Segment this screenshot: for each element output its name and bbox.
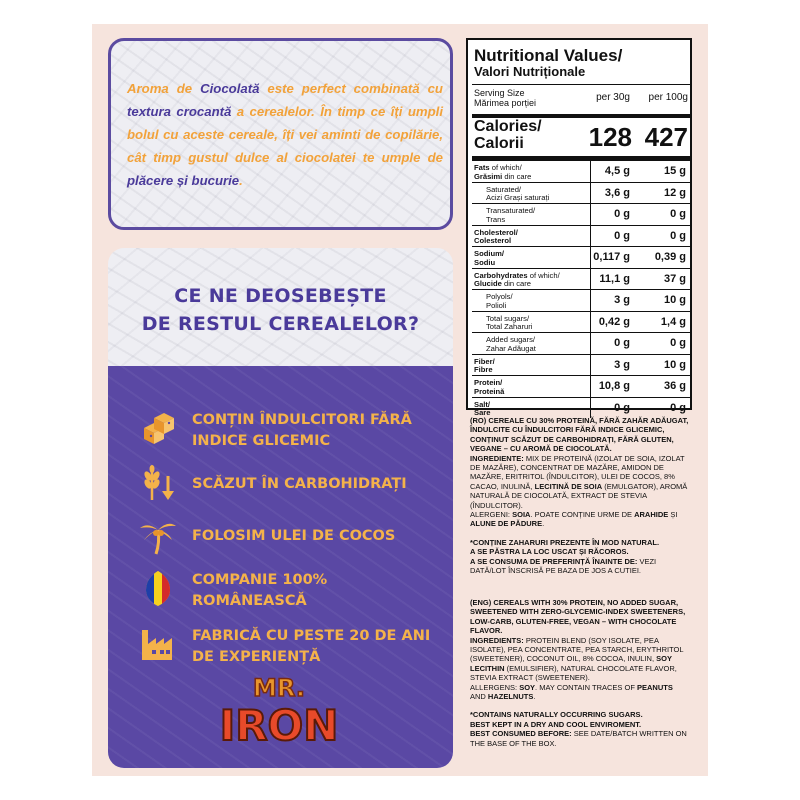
en-allergens-label: ALLERGENS: [470, 682, 520, 692]
nutrient-value-per-100g: 1,4 g [660, 315, 686, 328]
nutrient-row [472, 289, 690, 311]
nutrient-name-ro: Proteină [474, 386, 505, 396]
nutrient-value-per-30g: 0 g [614, 401, 630, 414]
en-best-before-label: BEST CONSUMED BEFORE: [470, 729, 572, 739]
column-divider [590, 183, 591, 204]
nutrient-value-per-100g: 36 g [663, 380, 686, 392]
nutrient-label-en [474, 401, 584, 410]
nutrient-row [472, 268, 690, 290]
aroma-text-1: Aroma de [127, 81, 201, 96]
nutrient-name-ro: Sare [474, 408, 491, 417]
en-allergen-soy: SOY [519, 682, 536, 692]
en-note-storage: BEST KEPT IN A DRY AND COOL ENVIROMENT. [470, 719, 642, 729]
nutrient-name-en: Fats [474, 163, 490, 172]
nutrient-label [486, 186, 596, 203]
nutrient-name-en: Total sugars/ [486, 313, 530, 323]
romania-flag-icon [138, 568, 178, 608]
logo-line-1: MR. [253, 674, 305, 702]
nutrient-label [474, 164, 584, 181]
ro-note-storage: A SE PĂSTRA LA LOC USCAT ȘI RĂCOROS. [470, 547, 629, 557]
en-ingredients-text: PROTEIN BLEND (SOY ISOLATE, PEA ISOLATE), PEA CONCENTRATE, PEA STARCH, ERYTHRITOL (SWEETENER), COCONUT OIL, 8% COCOA, INULIN, [470, 635, 684, 664]
ro-intro: (RO) CEREALE CU 30% PROTEINĂ, FĂRĂ ZAHĂR ADĂUGAT, ÎNDULCITE CU ÎNDULCITORI FĂRĂ INDICE GLICEMIC, CONȚINUT SCĂZUT DE CARBOHIDRAȚI, FĂRĂ GLUTEN, VEGANE – CU AROMĂ DE CIOCOLATĂ. [470, 416, 689, 454]
nutrient-name-en: Cholesterol/ [474, 227, 518, 237]
en-best-before-text: SEE DATE/BATCH WRITTEN ON THE BASE OF THE BOX. [470, 729, 687, 748]
nutrient-label [486, 315, 596, 332]
nutrient-value-per-100g: 10 g [663, 358, 686, 371]
nutrient-label-ro [474, 366, 584, 375]
ro-best-before-text: VEZI DATĂ/LOT ÎNSCRISĂ PE BAZA DE JOS A CUTIEI. [470, 556, 657, 576]
feature-low-carb [108, 462, 453, 510]
feature-text: SCĂZUT ÎN CARBOHIDRAȚI [192, 476, 407, 492]
nutrient-value-per-30g: 0 g [614, 337, 630, 349]
nutrient-value-per-30g: 3 g [614, 294, 630, 306]
ro-note-best-before [470, 557, 690, 576]
nutrient-row [472, 375, 690, 397]
logo-line-2: IRON [219, 701, 339, 750]
nutrient-suffix-en: of which/ [527, 270, 560, 280]
feature-glycemic [108, 406, 453, 454]
en-allergens-end: . [533, 692, 536, 702]
features-panel [108, 366, 453, 768]
en-ingredients [470, 636, 690, 683]
nutrient-label [486, 336, 596, 353]
column-divider [590, 226, 591, 247]
nutrient-row [472, 203, 690, 225]
ro-allergens [470, 510, 690, 529]
nutrient-label-ro [486, 194, 596, 203]
nutrient-row [472, 311, 690, 333]
divider [472, 84, 690, 85]
en-ingredients-text-2: (EMULSIFIER), NATURAL CHOCOLATE FLAVOR, STEVIA EXTRACT (SWEETENER). [470, 663, 677, 683]
column-divider [590, 290, 591, 311]
feature-text: CONȚIN ÎNDULCITORI FĂRĂ INDICE GLICEMIC [192, 412, 412, 449]
nutrient-value-per-30g: 0 g [614, 229, 630, 242]
nutrient-value-per-30g: 0 g [614, 208, 630, 220]
nutrient-value-per-30g: 4,5 g [604, 165, 630, 177]
aroma-description [127, 77, 443, 192]
nutrient-value-per-100g: 0 g [670, 337, 686, 349]
nutrient-label [474, 401, 584, 418]
feature-factory [108, 622, 453, 670]
ro-ingredients-text-2: (EMULGATOR), AROMĂ NATURALĂ DE CIOCOLATĂ, EXTRACT DE STEVIA (ÎNDULCITOR). [470, 481, 688, 510]
nutrient-name-en: Sodium/ [474, 249, 504, 258]
column-divider [590, 312, 591, 333]
nutrient-name-en: Saturated/ [486, 184, 522, 194]
nutrient-value-per-30g: 3 g [614, 358, 630, 371]
nutrient-label-ro [474, 280, 584, 289]
nutrient-name-en: Transaturated/ [486, 206, 536, 215]
nutrient-label-ro [486, 345, 596, 354]
ro-allergen-soy-lecithin: LECITINĂ DE SOIA [534, 481, 603, 491]
en-intro: (ENG) CEREALS WITH 30% PROTEIN, NO ADDED SUGAR, SWEETENED WITH ZERO-GLYCEMIC-INDEX SWEETENERS, LOW-CARB, GLUTEN-FREE, VEGAN – WITH CHOCOLATE FLAVOR. [470, 598, 686, 636]
nutrient-suffix-ro: din care [501, 279, 531, 288]
nutrition-table [466, 38, 692, 417]
aroma-text-4: . [239, 173, 243, 188]
ro-allergen-hazelnuts: ALUNE DE PĂDURE [470, 519, 543, 529]
column-per-100g: per 100g [648, 92, 688, 103]
nutrient-value-per-100g: 0 g [670, 229, 686, 242]
column-divider [590, 355, 591, 376]
nutrient-label-ro [474, 173, 584, 182]
aroma-highlight-pleasure: plăcere și bucurie [127, 173, 240, 188]
en-note-best-before [470, 729, 690, 748]
nutrient-value-per-30g: 3,6 g [604, 186, 630, 199]
coconut-palm-icon [138, 516, 178, 556]
calories-per-100g: 427 [644, 122, 688, 152]
en-allergen-soy-lecithin: SOY LECITHIN [470, 654, 672, 673]
column-per-30g: per 30g [596, 92, 630, 103]
aroma-card [108, 38, 453, 230]
nutrient-name-ro: Zahar Adăugat [486, 343, 536, 353]
nutrient-name-en: Protein/ [474, 378, 503, 387]
nutrient-row [472, 397, 690, 419]
wheat-down-icon [138, 464, 178, 504]
calories-row [474, 118, 688, 154]
mr-iron-logo [214, 666, 344, 752]
feature-romanian [108, 566, 453, 614]
nutrient-label [486, 207, 596, 224]
heading-line-2: DE RESTUL CEREALELOR? [141, 313, 420, 335]
en-ingredients-label: INGREDIENTS: [470, 635, 524, 645]
column-divider [590, 333, 591, 354]
feature-coconut [108, 514, 453, 562]
ro-allergens-and: ȘI [668, 510, 678, 520]
ro-best-before-label: A SE CONSUMA DE PREFERINȚĂ ÎNAINTE DE: [470, 556, 638, 566]
nutrient-name-ro: Grăsimi [474, 171, 503, 181]
calories-en: Calories/ [474, 118, 542, 135]
nutrient-name-en: Added sugars/ [486, 335, 535, 344]
column-divider [590, 247, 591, 268]
nutrient-label [474, 250, 584, 267]
nutrient-name-en: Polyols/ [486, 292, 513, 301]
nutrient-value-per-30g: 0,117 g [593, 251, 630, 263]
ro-allergens-end: . [542, 519, 545, 529]
en-allergens [470, 683, 690, 702]
nutrient-value-per-100g: 12 g [663, 186, 686, 199]
ro-ingredients-text: MIX DE PROTEINĂ (IZOLAT DE SOIA, IZOLAT DE MAZĂRE), CONCENTRAT DE MAZĂRE, AMIDON DE MAZĂRE, ERITRITOL (ÎNDULCITOR), ULEI DE COCOS, 8% CACAO, INULINĂ, [470, 453, 685, 491]
nutrition-title-en: Nutritional Values/ [474, 46, 623, 65]
serving-size-en: Serving Size [474, 88, 525, 98]
nutrient-label-ro [486, 216, 596, 225]
en-allergens-and: AND [470, 692, 488, 702]
nutrient-row [472, 182, 690, 204]
sugar-cubes-icon [138, 408, 178, 448]
nutrient-value-per-100g: 10 g [663, 294, 686, 306]
nutrient-name-ro: Trans [486, 214, 506, 224]
ro-ingredients [470, 454, 690, 510]
ingredients-en [470, 598, 690, 748]
nutrient-label [474, 358, 584, 375]
column-divider [590, 204, 591, 225]
nutrient-name-ro: Colesterol [474, 236, 512, 245]
nutrient-value-per-100g: 0 g [670, 208, 686, 220]
column-divider [590, 161, 591, 182]
calories-ro: Calorii [474, 135, 524, 152]
nutrient-row [472, 354, 690, 376]
nutrient-label-ro [486, 323, 596, 332]
en-allergen-hazelnuts: HAZELNUTS [487, 692, 534, 702]
differentiators-card [108, 248, 453, 768]
serving-size-label [474, 88, 536, 108]
factory-icon [138, 624, 178, 664]
feature-text: COMPANIE 100% ROMÂNEASCĂ [192, 572, 328, 609]
differentiators-heading [108, 282, 453, 338]
nutrient-name-en: Salt/ [474, 399, 491, 409]
nutrient-label [474, 229, 584, 246]
ro-note-sugars: *CONȚINE ZAHARURI PREZENTE ÎN MOD NATURAL. [470, 537, 660, 547]
nutrient-row [472, 246, 690, 268]
nutrient-name-en: Fiber/ [474, 356, 495, 366]
serving-size-ro: Mărimea porției [474, 98, 537, 108]
nutrient-row [472, 225, 690, 247]
nutrient-label-ro [486, 302, 596, 311]
nutrient-label [486, 293, 596, 310]
column-divider [590, 269, 591, 290]
nutrient-suffix-en: of which/ [489, 163, 522, 172]
calories-per-30g: 128 [588, 122, 632, 152]
serving-size-row [474, 88, 688, 110]
nutrient-label-ro [474, 237, 584, 246]
nutrient-value-per-100g: 15 g [663, 165, 686, 177]
nutrient-value-per-100g: 0,39 g [654, 251, 686, 263]
feature-text: FABRICĂ CU PESTE 20 DE ANI DE EXPERIENȚĂ [192, 628, 431, 665]
heading-line-1: CE NE DEOSEBEȘTE [174, 285, 387, 307]
nutrition-title [474, 48, 688, 80]
nutrient-name-ro: Total Zaharuri [486, 322, 533, 331]
nutrient-value-per-30g: 0,42 g [598, 315, 630, 328]
ingredients-ro [470, 416, 690, 576]
nutrient-label-ro [474, 388, 584, 397]
ro-allergen-peanuts: ARAHIDE [634, 510, 669, 520]
nutrient-name-ro: Polioli [486, 300, 507, 310]
column-divider [590, 376, 591, 397]
calories-label [474, 118, 542, 152]
nutrient-name-ro: Acizi Grași saturați [486, 193, 550, 202]
nutrient-label-ro [474, 259, 584, 268]
nutrient-name-ro: Sodiu [474, 257, 496, 267]
nutrient-label [474, 272, 584, 289]
en-allergen-peanuts: PEANUTS [637, 682, 673, 692]
nutrient-value-per-100g: 37 g [663, 272, 686, 285]
aroma-highlight-texture: textura crocantă [127, 104, 232, 119]
ro-allergens-label: ALERGENI: [470, 510, 513, 520]
nutrient-label [474, 379, 584, 396]
nutrient-row [472, 160, 690, 182]
nutrient-value-per-30g: 11,1 g [599, 272, 630, 285]
ro-allergen-soy: SOIA [512, 510, 531, 520]
nutrient-value-per-100g: 0 g [670, 401, 686, 414]
en-note-sugars: *CONTAINS NATURALLY OCCURRING SUGARS. [470, 710, 643, 720]
aroma-text-2: este perfect combinată cu [259, 81, 443, 96]
feature-text: FOLOSIM ULEI DE COCOS [192, 528, 396, 544]
nutrient-suffix-ro: din care [502, 171, 532, 181]
nutrient-row [472, 332, 690, 354]
nutrient-name-ro: Glucide [474, 279, 502, 288]
nutrient-value-per-30g: 10,8 g [598, 380, 630, 392]
column-divider [590, 398, 591, 419]
nutrient-name-en: Carbohydrates [474, 270, 528, 280]
ro-ingredients-label: INGREDIENTE: [470, 453, 524, 463]
en-allergens-text: . MAY CONTAIN TRACES OF [535, 682, 637, 692]
nutrition-title-ro: Valori Nutriționale [474, 64, 586, 79]
aroma-highlight-chocolate: Ciocolată [200, 81, 260, 96]
nutrient-name-ro: Fibre [474, 365, 493, 374]
aroma-text-3: a cerealelor. În timp ce îți umpli bolul cu aceste cereale, îți vei aminti de copilărie, cât timp gustul dulce al ciocolatei te umple de [127, 104, 443, 165]
ro-allergens-text: . POATE CONȚINE URME DE [530, 510, 635, 520]
